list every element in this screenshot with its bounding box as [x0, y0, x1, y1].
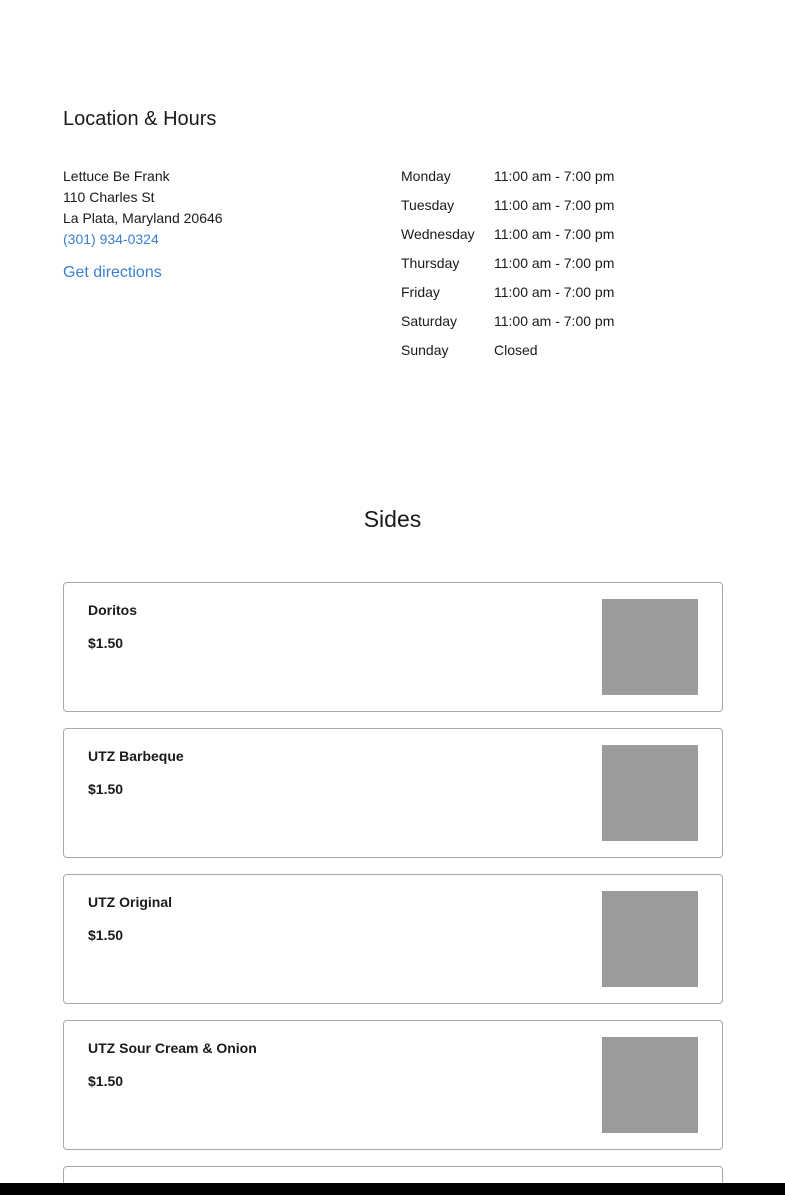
hours-time: 11:00 am - 7:00 pm: [494, 255, 615, 271]
menu-item-name: UTZ Sour Cream & Onion: [88, 1040, 257, 1056]
hours-day: Saturday: [401, 313, 458, 329]
hours-time: 11:00 am - 7:00 pm: [494, 284, 615, 300]
menu-item-card-doritos[interactable]: [63, 582, 723, 712]
menu-item-name: Doritos: [88, 602, 137, 618]
business-name: Lettuce Be Frank: [63, 168, 170, 184]
hours-row-saturday: [401, 311, 614, 340]
menu-item-image-placeholder: [602, 1037, 698, 1133]
menu-item-image-placeholder: [602, 745, 698, 841]
hours-time: 11:00 am - 7:00 pm: [494, 168, 615, 184]
get-directions-link[interactable]: Get directions: [63, 264, 162, 281]
sides-section-title: Sides: [363, 506, 422, 532]
menu-item-image-placeholder: [602, 891, 698, 987]
hours-day: Wednesday: [401, 226, 475, 242]
hours-row-friday: [401, 282, 614, 311]
menu-item-price: $1.50: [88, 927, 124, 943]
menu-item-price: $1.50: [88, 635, 124, 651]
menu-item-image-placeholder: [602, 599, 698, 695]
menu-item-name: UTZ Barbeque: [88, 748, 184, 764]
hours-time: 11:00 am - 7:00 pm: [494, 313, 615, 329]
address-block: [63, 166, 223, 250]
hours-day: Tuesday: [401, 197, 455, 213]
hours-time: 11:00 am - 7:00 pm: [494, 226, 615, 242]
hours-row-tuesday: [401, 195, 614, 224]
hours-time: Closed: [494, 342, 538, 358]
hours-time: 11:00 am - 7:00 pm: [494, 197, 615, 213]
hours-day: Thursday: [401, 255, 460, 271]
hours-row-sunday: [401, 340, 614, 369]
hours-row-thursday: [401, 253, 614, 282]
hours-row-wednesday: [401, 224, 614, 253]
menu-item-card-utz-barbeque[interactable]: [63, 728, 723, 858]
phone-link[interactable]: (301) 934-0324: [63, 231, 159, 247]
hours-row-monday: [401, 166, 614, 195]
bottom-bar: [0, 1183, 785, 1195]
menu-item-price: $1.50: [88, 781, 124, 797]
menu-item-price: $1.50: [88, 1073, 124, 1089]
location-hours-heading: Location & Hours: [63, 108, 217, 130]
hours-day: Friday: [401, 284, 440, 300]
hours-day: Monday: [401, 168, 451, 184]
hours-table: [401, 166, 614, 369]
city-state-zip: La Plata, Maryland 20646: [63, 210, 223, 226]
menu-item-card-utz-original[interactable]: [63, 874, 723, 1004]
menu-item-card-utz-sour-cream-onion[interactable]: [63, 1020, 723, 1150]
hours-day: Sunday: [401, 342, 449, 358]
menu-item-name: UTZ Original: [88, 894, 172, 910]
street-address: 110 Charles St: [63, 189, 155, 205]
